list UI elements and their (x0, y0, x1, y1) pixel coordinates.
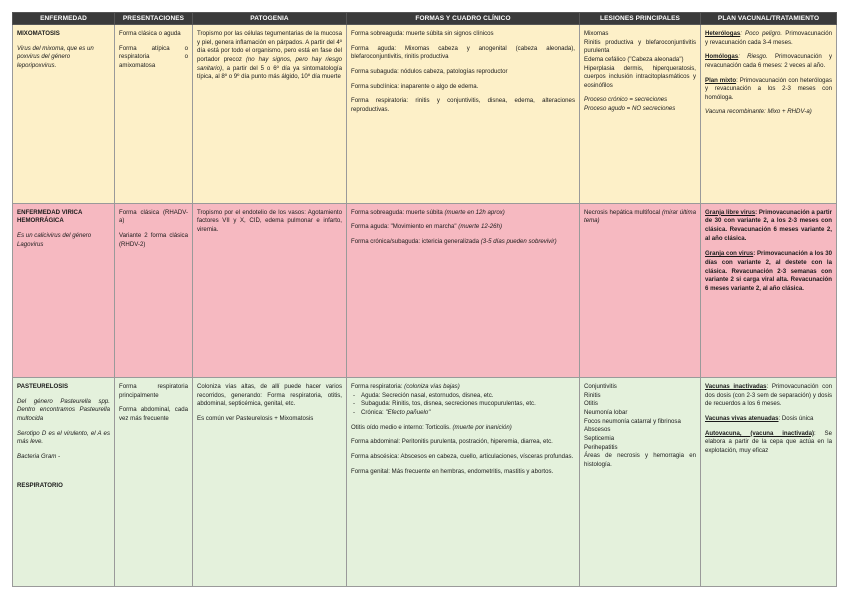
plan-homologas-text: Primovacunación y revacunación cada 6 meses: 2 veces al año. (705, 53, 832, 69)
lesion-item: Otitis (584, 400, 598, 408)
presentation-2: Forma atípica o respiratoria o amixomatosa (119, 44, 188, 69)
cell-presentaciones (115, 378, 193, 587)
forma-item: Forma sobreaguda: muerte súbita (351, 208, 445, 216)
plan-mixto-text: : Primovacunación con heterólogas y revacunación a los 2-3 meses con homóloga. (705, 76, 832, 101)
forma-item: Forma subaguda: nódulos cabeza, patologías reproductor (351, 67, 508, 75)
lesion-item: Perihepatitis (584, 443, 618, 451)
patogenia-note: Es común ver Pasteurelosis + Mixomatosis (197, 415, 314, 423)
cell-lesiones (580, 378, 701, 587)
forma-item: Otitis oído medio e interno: Torticolis. (351, 423, 453, 431)
lesion-item: Neumonía lobar (584, 409, 628, 417)
cell-lesiones (580, 25, 701, 204)
plan-vivas-text: : Dosis única (778, 415, 814, 423)
lesion-item: Necrosis hepática multifocal (584, 208, 662, 216)
cell-plan (701, 378, 837, 587)
cell-patogenia (193, 25, 347, 204)
plan-heterologas-label: Heterólogas (705, 30, 741, 37)
presentation-2: Variante 2 forma clásica (RHDV-2) (119, 231, 188, 248)
lesion-item: Abscesos (584, 426, 611, 434)
row-rhd (13, 203, 837, 378)
plan-granja-libre-text: : Primovacunación a partir de 30 con variante 2, a los 2-3 meses con clásica. Revacunación 6 meses variante 2, al año clásica. (705, 208, 832, 242)
cell-plan (701, 203, 837, 378)
forma-item: Forma abscésica: Abscesos en cabeza, cuello, articulaciones, vísceras profundas. (351, 453, 574, 461)
forma-item: Forma abdominal: Peritonitis purulenta, postración, hiperemia, diarrea, etc. (351, 438, 553, 446)
row-mixomatosis (13, 25, 837, 204)
disease-table (12, 12, 837, 587)
disease-gram: Bacteria Gram - (17, 453, 61, 461)
header-lesiones: LESIONES PRINCIPALES (580, 13, 701, 25)
header-enfermedad: ENFERMEDAD (13, 13, 115, 25)
cell-formas (347, 25, 580, 204)
lesion-item: Septicemia (584, 435, 615, 443)
cell-enfermedad (13, 25, 115, 204)
forma-item: Forma aguda: "Movimiento en marcha" (351, 223, 459, 231)
header-row (13, 13, 837, 25)
plan-homologas-note: : Riesgo. (738, 53, 768, 61)
lesion-item: Áreas de necrosis y hemorragia en histología. (584, 452, 696, 468)
lesion-item: Focos neumonía catarral y fibrinosa (584, 417, 681, 425)
plan-autovacuna-label: Autovacuna, (vacuna inactivada) (705, 429, 815, 437)
presentation-2: Forma abdominal, cada vez más frecuente (119, 406, 188, 423)
cell-enfermedad (13, 378, 115, 587)
plan-autovacuna-text: : Se elabora a partir de la cepa que actúa en la explotación, muy eficaz (705, 429, 832, 455)
header-patogenia: PATOGENIA (193, 13, 347, 25)
lesion-item: Rinitis productiva y blefaroconjuntivitis purulenta (584, 38, 696, 55)
plan-granja-libre-label: Granja libre virus (705, 208, 756, 216)
disease-description: Es un calicivirus del género Lagovirus (17, 231, 92, 248)
lesion-item: Rinitis (584, 391, 601, 399)
presentation-1: Forma respiratoria principalmente (119, 383, 188, 399)
forma-item: Forma genital: Más frecuente en hembras, endometritis, mastitis y abortos. (351, 467, 554, 475)
lesion-chronic: Proceso crónico = secreciones (584, 96, 668, 104)
presentation-1: Forma clásica (RHADV-a) (119, 208, 188, 225)
cell-presentaciones (115, 203, 193, 378)
forma-item: Forma sobreaguda: muerte súbita sin signos clínicos (351, 30, 494, 37)
disease-description: Del género Pasteurella spp. Dentro encontramos Pasteurella multocida (17, 397, 110, 423)
forma-respiratoria-list (351, 392, 575, 418)
disease-name: PASTEURELOSIS (17, 383, 69, 391)
patogenia-note: (no hay signos, pero hay riesgo sanitario) (197, 55, 343, 72)
cell-lesiones (580, 203, 701, 378)
forma-note: (muerte por inanición) (452, 423, 512, 431)
patogenia-term: portador precoz (197, 55, 242, 63)
plan-mixto-label: Plan mixto (705, 76, 737, 84)
plan-inactivadas-label: Vacunas inactivadas (705, 383, 767, 391)
header-plan: PLAN VACUNAL/TRATAMIENTO (701, 13, 837, 25)
plan-heterologas-text: Primovacunación y revacunación cada 3-4 meses. (705, 30, 832, 46)
cell-patogenia (193, 378, 347, 587)
list-item (361, 409, 575, 418)
list-item: - Aguda: Secreción nasal, estornudos, disnea, etc. (361, 392, 575, 401)
forma-item: Forma aguda: Mixomas cabeza y anogenital (cabeza aleonada), blefaroconjuntivitis, rinitis productiva (351, 44, 575, 61)
forma-item: Forma respiratoria: rinitis y conjuntivitis, disnea, edema, alteraciones reproductivas. (351, 97, 575, 113)
cell-plan (701, 25, 837, 204)
forma-note: (coloniza vías bajas) (404, 383, 460, 391)
list-item: - Subaguda: Rinitis, tos, disnea, secreciones mucopurulentas, etc. (361, 400, 575, 409)
patogenia-text: Tropismo por las células tegumentarias de la mucosa y piel, genera inflamación en párpados. A partir del 4º día está por todo el organismo, pero está en fase del (197, 30, 342, 55)
disease-name: MIXOMATOSIS (17, 30, 60, 37)
cell-formas (347, 203, 580, 378)
lesion-item: Mixomas (584, 30, 609, 37)
forma-note: (muerte en 12h aprox) (444, 208, 505, 216)
disease-system: RESPIRATORIO (17, 481, 63, 489)
forma-note: (3-5 días pueden sobrevivir) (480, 237, 557, 245)
lesion-note: (mirar última tema) (584, 208, 696, 225)
plan-recombinante: Vacuna recombinante: Mixo + RHDV-a) (705, 108, 812, 116)
list-item-note: "Efecto pañuelo" (385, 409, 431, 417)
header-presentaciones: PRESENTACIONES (115, 13, 193, 25)
cell-patogenia (193, 203, 347, 378)
lesion-item: Hiperplasia dermis, hiperqueratosis, cuerpos inclusión intracitoplasmáticos y eosinófilos (584, 64, 696, 89)
plan-homologas-label: Homólogas (705, 53, 739, 61)
forma-note: (muerte 12-26h) (458, 223, 502, 231)
plan-granja-virus-text: : Primovacunación a los 30 días con variante 2, al destete con la clásica. Revacunación 2-3 semanas con variante 2 si carga viral alta. Revacunación 6 meses variante 2, al año clásica. (705, 250, 832, 292)
plan-inactivadas-text: : Primovacunación con dos dosis (con 2-3 sem de separación) y dosis de recuerdos a los 6 meses. (705, 383, 832, 408)
disease-serotype: Serotipo D es el virulento, el A es más leve. (17, 429, 110, 446)
forma-item: Forma crónica/subaguda: ictericia generalizada (351, 237, 481, 245)
presentation-1: Forma clásica o aguda (119, 30, 181, 37)
cell-presentaciones (115, 25, 193, 204)
plan-vivas-label: Vacunas vivas atenuadas (705, 415, 779, 423)
header-formas: FORMAS Y CUADRO CLÍNICO (347, 13, 580, 25)
lesion-item: Edema cefálico ("Cabeza aleonada") (584, 55, 684, 63)
list-item-text: Crónica: (361, 409, 386, 417)
row-pasteurelosis (13, 378, 837, 587)
lesion-acute: Proceso agudo = NO secreciones (584, 105, 676, 113)
patogenia-text: Tropismo por el endotelio de los vasos: Agotamiento factores VII y X, CID, edema pulmonar e infarto, viremia. (197, 208, 342, 233)
lesion-item: Conjuntivitis (584, 383, 617, 391)
forma-item: Forma respiratoria: (351, 383, 405, 391)
forma-item: Forma subclínica: inaparente o algo de edema. (351, 82, 479, 90)
cell-enfermedad (13, 203, 115, 378)
patogenia-text-end: , a partir del 5 o 6º día ya sintomatología típica, al 8º o 9º día punto más álgido, 10º día muerte (197, 64, 342, 81)
plan-heterologas-note: : Poco peligro. (740, 30, 783, 37)
disease-description: Virus del mixoma, que es un poxvirus del género leporipoxvirus. (17, 44, 94, 69)
plan-granja-virus-label: Granja con virus (705, 250, 754, 258)
cell-formas (347, 378, 580, 587)
disease-name: ENFERMEDAD VIRICA HEMORRÁGICA (17, 208, 83, 225)
patogenia-text: Coloniza vías altas, de allí puede hacer varios recorridos, generando: Forma respiratoria, otitis, abdominal, septicémica, genital, etc. (197, 383, 342, 408)
